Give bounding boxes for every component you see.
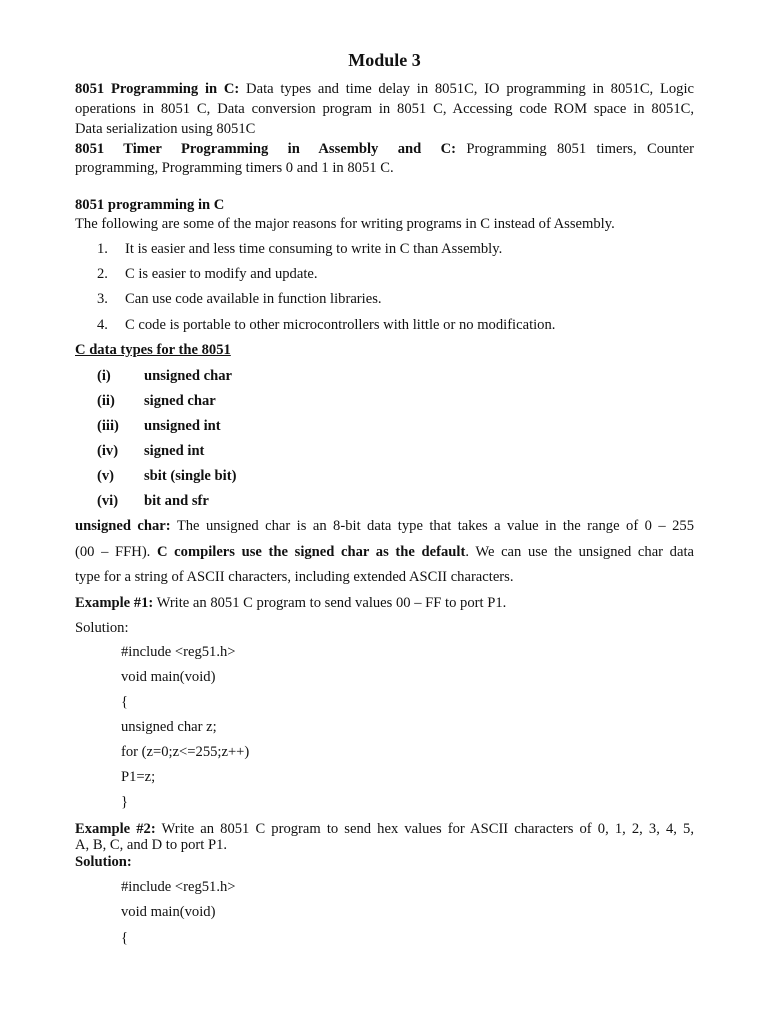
- code-line: P1=z;: [121, 769, 156, 785]
- intro-paragraph-1-line-3: Data serialization using 8051C: [75, 121, 256, 137]
- section-heading-c-programming: 8051 programming in C: [75, 197, 225, 213]
- example-2-prompt-line-1: Example #2: Write an 8051 C program to send hex values for ASCII characters of 0, 1, 2, 3, 4, 5,: [75, 821, 694, 837]
- intro-paragraph-2-line-2: programming, Programming timers 0 and 1 in 8051 C.: [75, 160, 394, 176]
- example-1-solution-label: Solution:: [75, 620, 129, 636]
- list-item: 1. It is easier and less time consuming to write in C than Assembly.: [97, 241, 503, 257]
- code-line: {: [121, 694, 129, 710]
- unsigned-char-line-3: type for a string of ASCII characters, including extended ASCII characters.: [75, 569, 514, 585]
- code-line: }: [121, 794, 129, 810]
- example-1-label: Example #1:: [75, 595, 154, 611]
- section-lead-text: The following are some of the major reasons for writing programs in C instead of Assembly.: [75, 216, 615, 232]
- code-line: void main(void): [121, 904, 216, 920]
- intro-label-programming: 8051 Programming in C:: [75, 81, 240, 97]
- list-item: (ii) signed char: [97, 393, 216, 409]
- code-line: unsigned char z;: [121, 719, 217, 735]
- code-line: #include <reg51.h>: [121, 879, 236, 895]
- unsigned-char-line-2: (00 – FFH). C compilers use the signed char as the default. We can use the unsigned char data: [75, 544, 694, 560]
- list-item: 4. C code is portable to other microcontrollers with little or no modification.: [97, 317, 556, 333]
- code-line: void main(void): [121, 669, 216, 685]
- unsigned-char-label: unsigned char:: [75, 518, 171, 534]
- list-item: (i) unsigned char: [97, 368, 232, 384]
- code-line: #include <reg51.h>: [121, 644, 236, 660]
- list-item: 3. Can use code available in function libraries.: [97, 291, 382, 307]
- example-2-prompt-line-2: A, B, C, and D to port P1.: [75, 837, 228, 853]
- intro-paragraph-1-line-1: 8051 Programming in C: Data types and time delay in 8051C, IO programming in 8051C, Logic: [75, 81, 695, 97]
- intro-label-timer: 8051 Timer Programming in Assembly and C:: [75, 141, 456, 157]
- example-2-label: Example #2:: [75, 821, 156, 837]
- code-line: for (z=0;z<=255;z++): [121, 744, 250, 760]
- list-item: (iv) signed int: [97, 443, 205, 459]
- code-line: {: [121, 930, 129, 946]
- list-item: (v) sbit (single bit): [97, 468, 237, 484]
- unsigned-char-line-1: unsigned char: The unsigned char is an 8-bit data type that takes a value in the range of 0 – 255: [75, 518, 694, 534]
- intro-paragraph-2-line-1: 8051 Timer Programming in Assembly and C: Programming 8051 timers, Counter: [75, 141, 695, 157]
- section-heading-data-types: C data types for the 8051: [75, 342, 231, 358]
- example-1-prompt: Example #1: Write an 8051 C program to send values 00 – FF to port P1.: [75, 595, 507, 611]
- list-item: (iii) unsigned int: [97, 418, 221, 434]
- list-item: (vi) bit and sfr: [97, 493, 209, 509]
- page-title: Module 3: [348, 50, 421, 70]
- list-item: 2. C is easier to modify and update.: [97, 266, 318, 282]
- example-2-solution-label: Solution:: [75, 854, 132, 870]
- intro-paragraph-1-line-2: operations in 8051 C, Data conversion program in 8051 C, Accessing code ROM space in 8051C,: [75, 101, 694, 117]
